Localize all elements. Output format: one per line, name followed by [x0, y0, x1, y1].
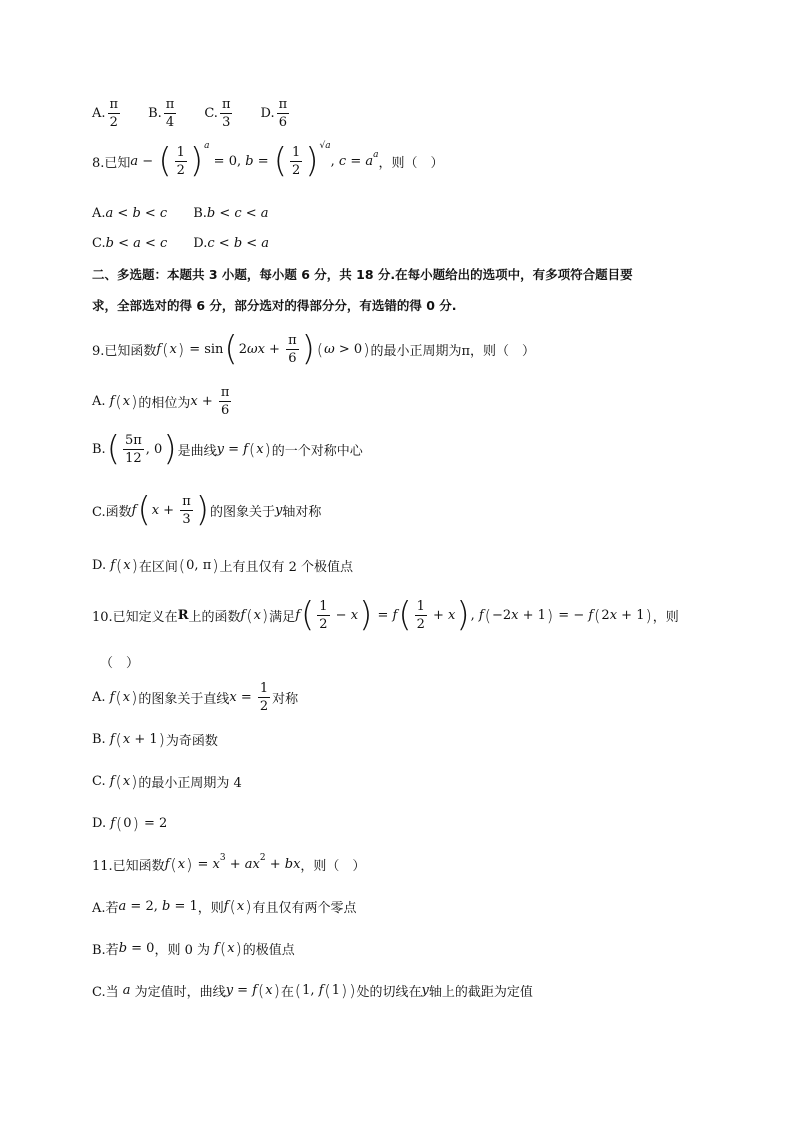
fraction: $\frac{\pi}{2}$	[109, 97, 119, 130]
q9-option-d: D. f ( x ) 在区间 ( 0, π ) 上有且仅有 2 个极值点	[92, 556, 354, 575]
q10-option-d: D. f ( 0 ) = 2	[92, 814, 168, 833]
option-d-label: D.	[260, 106, 275, 121]
option-a-label: A.	[92, 106, 106, 121]
q9-option-b: B. ( $\frac{5\pi}{12}$ , 0 ) 是曲线 y = f ( x ) 的一个对称中心	[92, 428, 363, 469]
q7-options	[92, 98, 291, 129]
option-c-label: C.	[204, 106, 218, 121]
q11-option-b: B.若 b = 0 ，则 0 为 f ( x ) 的极值点	[92, 939, 295, 958]
q10-option-b: B. f ( x + 1 ) 为奇函数	[92, 730, 218, 749]
question-8: 8.已知 a − ( $\frac{1}{2}$ ) a = 0, b = ( $\frac{1}{2}$ ) √a , c = a a ，则（ ）	[92, 140, 444, 181]
q10-option-c: C. f ( x ) 的最小正周期为 4	[92, 772, 242, 791]
question-11: 11.已知函数 f ( x ) = x 3 + ax 2 + bx ，则（ ）	[92, 852, 366, 874]
section-heading: 二、多选题：本题共 3 小题，每小题 6 分，共 18 分.在每小题给出的选项中，有多项符合题目要	[92, 267, 633, 282]
fraction: $\frac{\pi}{4}$	[165, 97, 175, 130]
q8-options-ab: A. a < b < c B. b < c < a	[92, 206, 269, 221]
fraction: $\frac{\pi}{3}$	[221, 97, 231, 130]
question-10: 10.已知定义在 R 上的函数 f ( x ) 满足 f ( $\frac{1}{2}$ − x ) = f ( $\frac{1}{2}$ + x ) , f ( −2 x + 1 ) = − f ( 2 x + 1 ) ，则	[92, 594, 679, 635]
option-b-label: B.	[148, 106, 162, 121]
question-9: 9.已知函数 f ( x ) = sin ( 2 ωx + $\frac{\pi}{6}$ ) ( ω > 0 ) 的最小正周期为π，则（ ）	[92, 328, 535, 369]
q11-option-a: A.若 a = 2, b = 1 ，则 f ( x ) 有且仅有两个零点	[92, 897, 357, 916]
q11-option-c: C.当 a 为定值时，曲线 y = f ( x ) 在 ( 1, f ( 1 ) ) 处的切线在 y 轴上的截距为定值	[92, 981, 533, 1000]
q8-options-cd: C. b < a < c D. c < b < a	[92, 236, 270, 251]
q9-option-c: C.函数 f ( x + $\frac{\pi}{3}$ ) 的图象关于 y 轴对称	[92, 489, 322, 530]
section-heading-cont: 求，全部选对的得 6 分，部分选对的得部分分，有选错的得 0 分.	[92, 298, 457, 313]
fraction: $\frac{\pi}{6}$	[278, 97, 288, 130]
q9-option-a: A. f ( x ) 的相位为 x + $\frac{\pi}{6}$	[92, 385, 230, 418]
q10-paren: （ ）	[100, 656, 140, 671]
q10-option-a: A. f ( x ) 的图象关于直线 x = $\frac{1}{2}$ 对称	[92, 681, 299, 714]
